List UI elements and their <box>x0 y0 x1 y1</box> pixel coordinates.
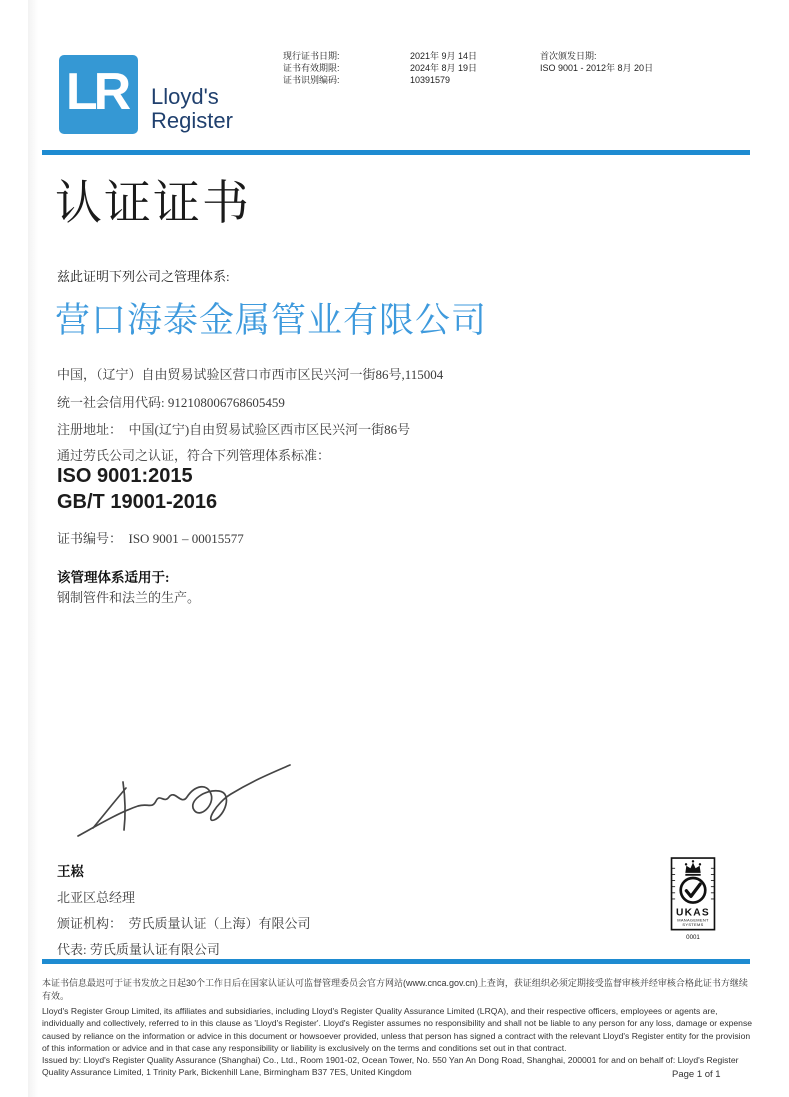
crown-icon <box>685 860 701 876</box>
intro-statement: 兹此证明下列公司之管理体系: <box>57 269 230 284</box>
ukas-label: UKAS <box>676 907 710 919</box>
registered-address-line: 注册地址： 中国(辽宁)自由贸易试验区西市区民兴河一街86号 <box>57 422 411 437</box>
approval-statement: 通过劳氏公司之认证，符合下列管理体系标准： <box>57 448 331 463</box>
current-cert-date-value: 2021年 9月 14日 <box>410 51 478 61</box>
current-cert-date-row <box>283 51 477 63</box>
wordmark-line1: Lloyd's <box>151 84 219 109</box>
company-address: 中国，（辽宁）自由贸易试验区营口市西市区民兴河一街86号,115004 <box>57 367 444 382</box>
company-name: 营口海泰金属管业有限公司 <box>55 301 488 340</box>
wordmark-line2: Register <box>151 107 233 133</box>
scope-heading: 该管理体系适用于: <box>57 570 170 585</box>
signature <box>68 746 298 856</box>
scope-text: 钢制管件和法兰的生产。 <box>57 590 201 605</box>
certificate-meta <box>283 51 477 87</box>
ukas-caption-line1: MANAGEMENT <box>677 917 709 923</box>
issuing-body-line: 颁证机构： 劳氏质量认证（上海）有限公司 <box>57 916 311 931</box>
signatory-title: 北亚区总经理 <box>57 890 136 905</box>
ukas-caption-line2: SYSTEMS <box>682 922 704 928</box>
ukas-number: 0001 <box>686 933 700 941</box>
cnca-notice: 本证书信息最迟可于证书发放之日起30个工作日后在国家认证认可监督管理委员会官方网站(www.cnca.gov.cn)上查询，获证组织必须定期接受监督审核并经审核合格此证书方继续有效。 <box>42 978 748 1002</box>
footer-divider-rule <box>42 959 750 964</box>
expiry-date-value: 2024年 8月 19日 <box>410 62 478 73</box>
signatory-name: 王崧 <box>57 864 84 879</box>
expiry-date-label: 证书有效期限: <box>283 62 340 73</box>
scan-edge-shadow <box>28 0 38 1097</box>
issued-by-line: Issued by: Lloyd's Register Quality Assurance (Shanghai) Co., Ltd., Room 1901-02, Ocean Tower, No. 550 Yan An Dong Road, Shanghai, 200001 for and on behalf of: Lloyd's Register Quality Assurance Limited, 1 Trinity Park, Bickenhill Lane, Birmingham B37 7ES, United Kingdom <box>42 1054 739 1078</box>
page-title: 认证证书 <box>55 178 251 230</box>
lloyds-register-wordmark <box>151 85 233 133</box>
standards-block <box>57 463 217 515</box>
current-cert-date-label: 现行证书日期: <box>283 51 340 61</box>
checkmark-icon <box>681 878 706 903</box>
cert-id-row <box>283 75 477 87</box>
legal-disclaimer: Lloyd's Register Group Limited, its affiliates and subsidiaries, including Lloyd's Register Quality Assurance Limited (LRQA), and their respective officers, employees or agents are, individually and collectively, referred to in this clause as 'Lloyd's Register'. Lloyd's Register assumes no responsibility and shall not be liable to any person for any loss, damage or expense caused by reliance on the information or advice in this document or howsoever provided, unless that person has signed a contract with the relevant Lloyd's Register entity for the provision of this information or advice and in that case any responsibility or liability is exclusively on the terms and conditions set out in that contract. <box>42 1006 753 1053</box>
first-issue-block <box>540 51 653 75</box>
lr-monogram: LR <box>65 62 128 121</box>
representative-line: 代表: 劳氏质量认证有限公司 <box>57 942 220 957</box>
ukas-accreditation-mark <box>666 856 720 946</box>
first-issue-label: 首次颁发日期: <box>540 51 597 61</box>
cert-id-value: 10391579 <box>410 74 451 85</box>
expiry-date-row <box>283 63 477 75</box>
first-issue-value: ISO 9001 - 2012年 8月 20日 <box>540 62 654 73</box>
credit-code-line: 统一社会信用代码: 912108006768605459 <box>57 395 285 410</box>
page-number: Page 1 of 1 <box>672 1069 721 1080</box>
lloyds-register-logo <box>59 55 138 134</box>
standard-iso9001: ISO 9001:2015 <box>57 465 193 487</box>
certificate-number-line: 证书编号： ISO 9001 – 00015577 <box>57 531 244 546</box>
standard-gbt19001: GB/T 19001-2016 <box>57 491 218 513</box>
cert-id-label: 证书识别编码: <box>283 74 340 85</box>
footer-legal-block <box>42 977 754 1078</box>
header-divider-rule <box>42 150 750 155</box>
